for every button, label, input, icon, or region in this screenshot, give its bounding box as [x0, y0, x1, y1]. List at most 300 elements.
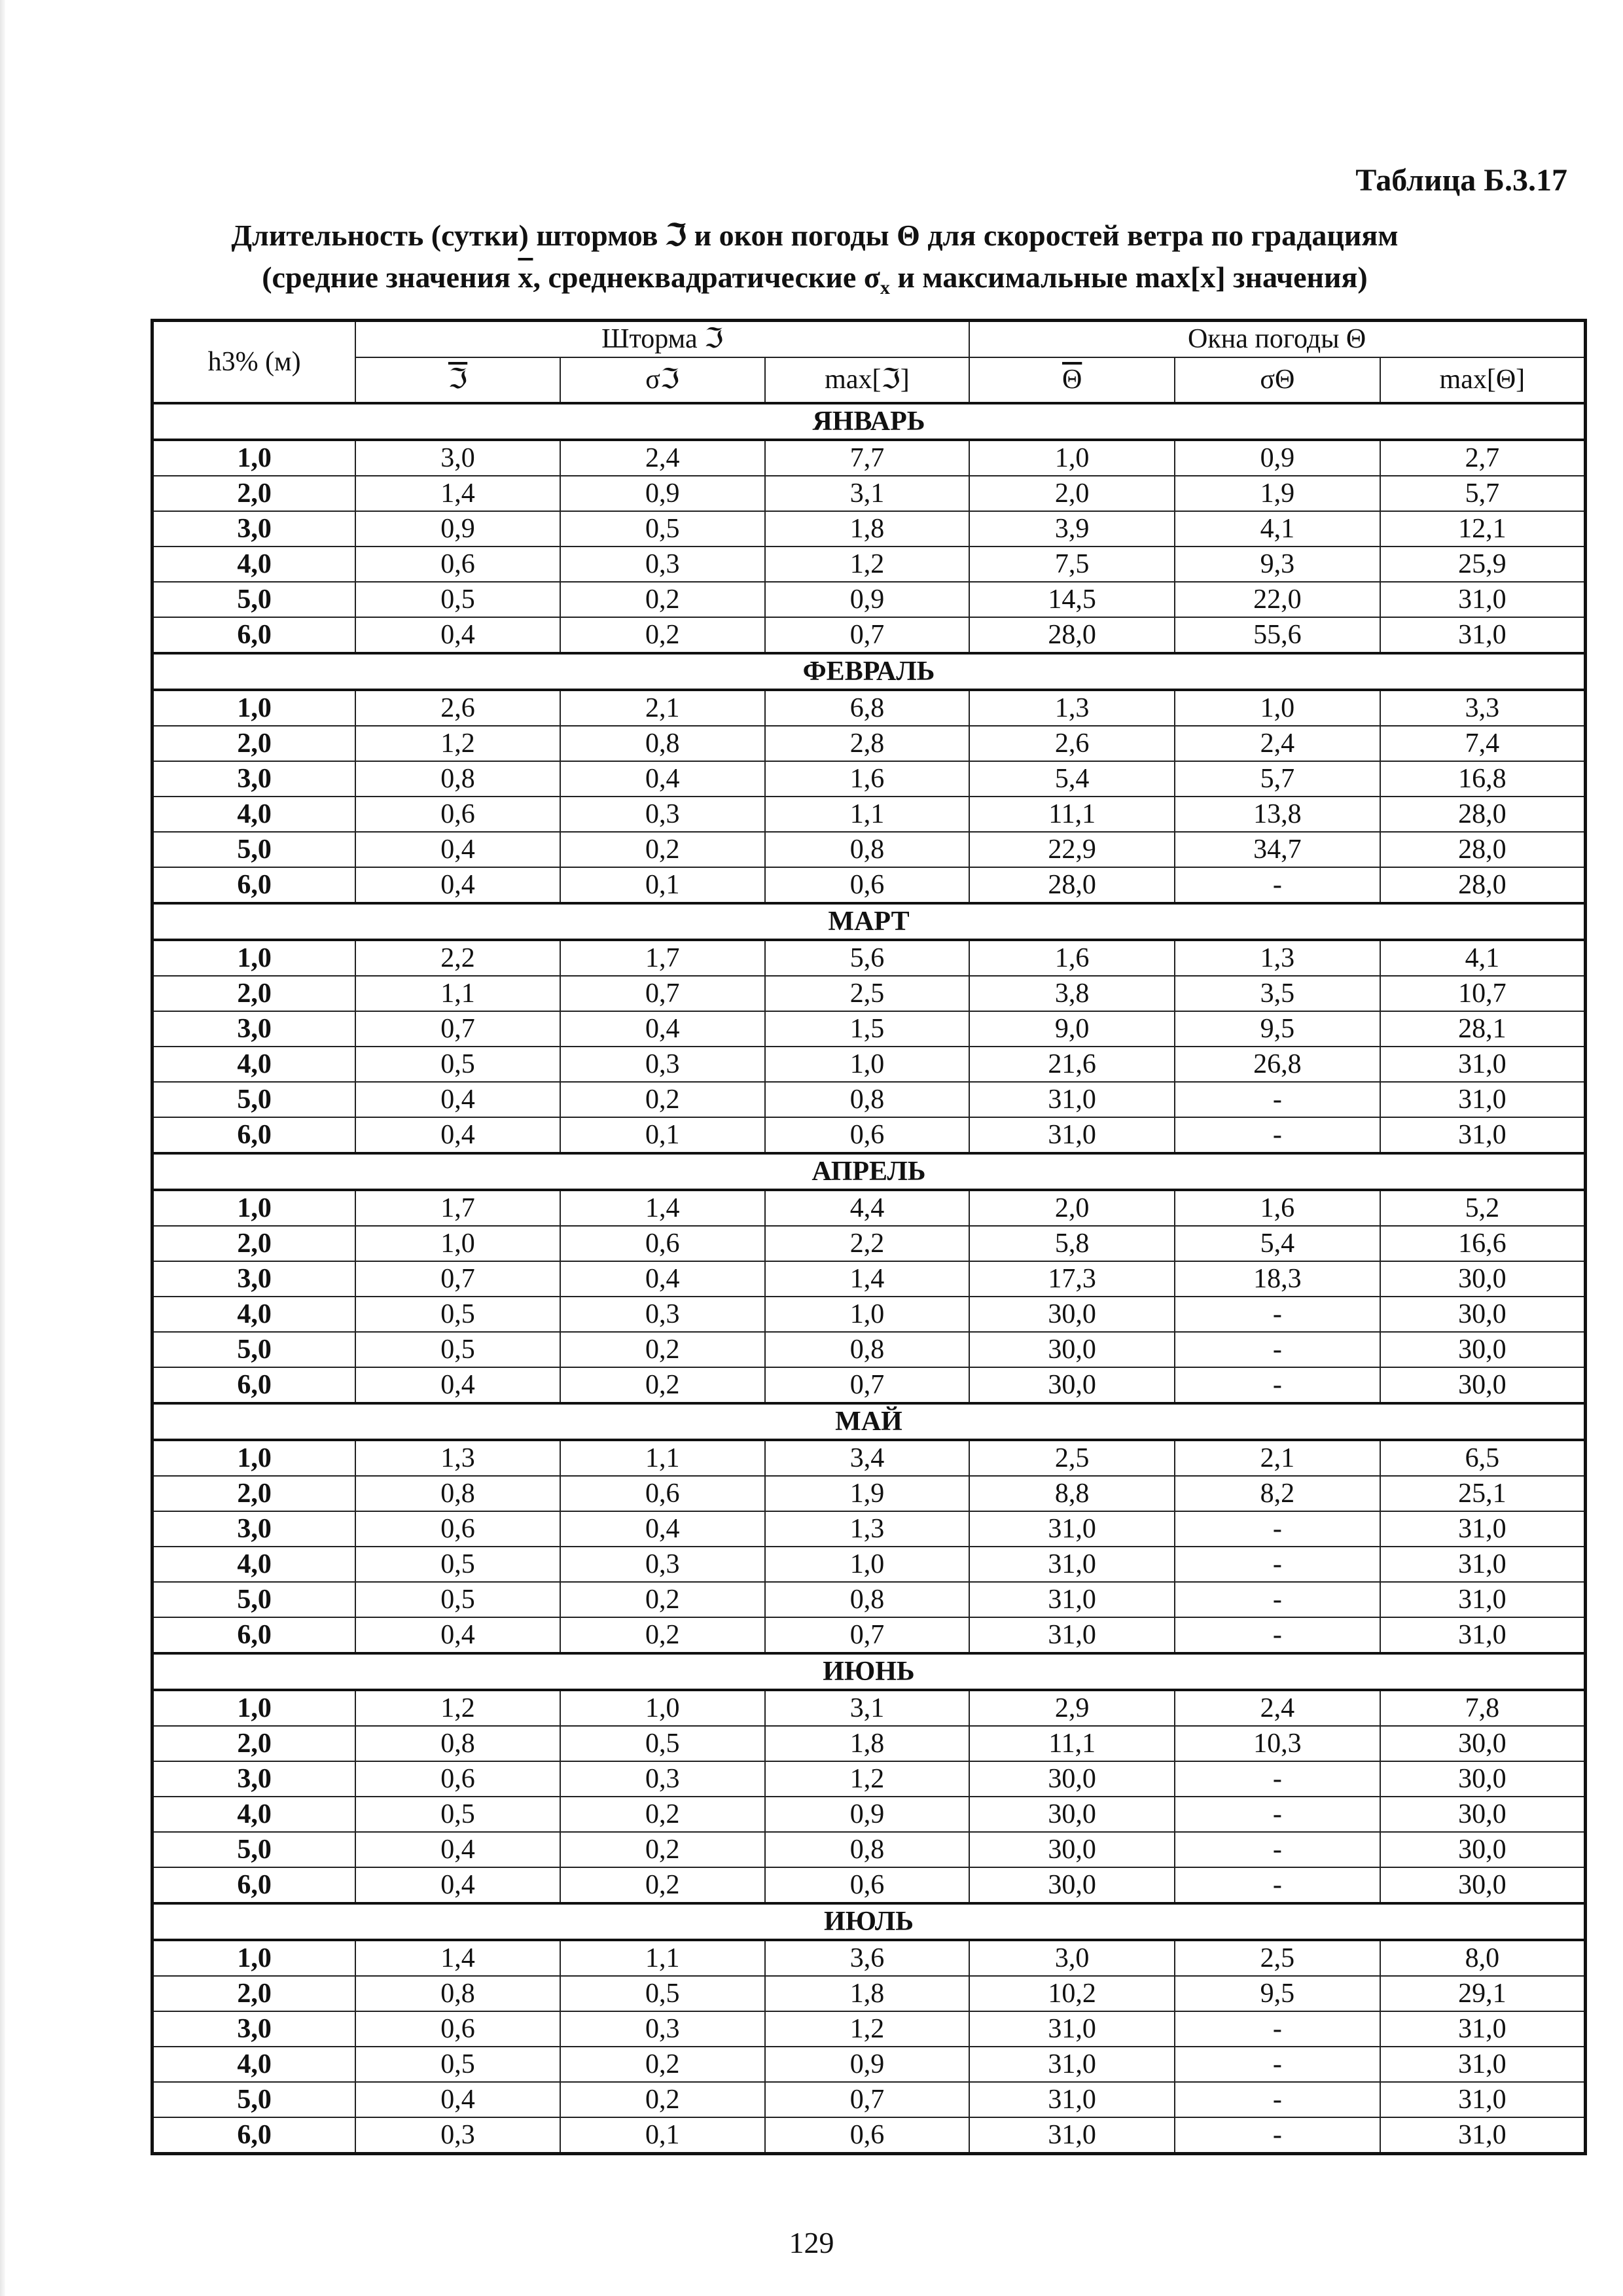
value-cell: - [1175, 2117, 1380, 2154]
value-cell: 3,1 [765, 1690, 970, 1726]
value-cell: 2,4 [1175, 726, 1380, 761]
value-cell: 31,0 [969, 1082, 1175, 1117]
month-header-row [152, 1653, 1586, 1690]
value-cell: 0,1 [560, 867, 765, 903]
value-cell: 31,0 [1380, 2082, 1586, 2117]
table-row [152, 1547, 1586, 1582]
month-header-row [152, 1403, 1586, 1440]
value-cell: 0,8 [765, 1582, 970, 1617]
value-cell: 0,2 [560, 1082, 765, 1117]
table-row [152, 726, 1586, 761]
value-cell: 9,5 [1175, 1011, 1380, 1047]
header-col-window-max: max[Θ] [1380, 357, 1586, 403]
value-cell: 1,0 [765, 1547, 970, 1582]
row-height-cell: 2,0 [152, 1726, 356, 1761]
value-cell: 2,0 [969, 476, 1175, 511]
page-number: 129 [789, 2226, 834, 2259]
value-cell: 2,9 [969, 1690, 1175, 1726]
value-cell: 0,4 [355, 832, 560, 867]
value-cell: 1,4 [765, 1261, 970, 1297]
value-cell: 21,6 [969, 1047, 1175, 1082]
table-caption-line2 [131, 258, 1499, 308]
value-cell: 0,5 [355, 582, 560, 617]
value-cell: 0,6 [355, 1761, 560, 1797]
row-height-cell: 4,0 [152, 547, 356, 582]
value-cell: 0,4 [355, 617, 560, 653]
table-row [152, 1832, 1586, 1867]
value-cell: - [1175, 1297, 1380, 1332]
value-cell: 3,4 [765, 1440, 970, 1476]
month-header-row [152, 1903, 1586, 1940]
value-cell: - [1175, 1367, 1380, 1403]
table-row [152, 1617, 1586, 1653]
value-cell: 30,0 [969, 1832, 1175, 1867]
table-row [152, 690, 1586, 726]
value-cell: 1,2 [355, 726, 560, 761]
value-cell: 1,3 [355, 1440, 560, 1476]
month-header-row [152, 653, 1586, 690]
value-cell: 30,0 [969, 1797, 1175, 1832]
value-cell: 1,0 [1175, 690, 1380, 726]
value-cell: 1,8 [765, 1726, 970, 1761]
value-cell: 0,6 [355, 1511, 560, 1547]
value-cell: 0,7 [560, 976, 765, 1011]
value-cell: 4,1 [1380, 940, 1586, 976]
value-cell: 0,3 [560, 1547, 765, 1582]
month-name: АПРЕЛЬ [152, 1153, 1586, 1190]
value-cell: 1,0 [969, 440, 1175, 476]
value-cell: 2,4 [560, 440, 765, 476]
table-row [152, 1690, 1586, 1726]
value-cell: - [1175, 1797, 1380, 1832]
value-cell: 1,8 [765, 1976, 970, 2011]
value-cell: 0,5 [355, 1582, 560, 1617]
value-cell: - [1175, 2047, 1380, 2082]
value-cell: 0,2 [560, 582, 765, 617]
value-cell: 0,6 [765, 867, 970, 903]
value-cell: 5,7 [1380, 476, 1586, 511]
row-height-cell: 5,0 [152, 2082, 356, 2117]
value-cell: 0,4 [355, 1082, 560, 1117]
value-cell: 28,0 [969, 617, 1175, 653]
value-cell: 30,0 [969, 1367, 1175, 1403]
value-cell: 0,9 [765, 2047, 970, 2082]
row-height-cell: 1,0 [152, 1440, 356, 1476]
value-cell: 0,4 [355, 1832, 560, 1867]
month-header-row [152, 1153, 1586, 1190]
value-cell: 8,2 [1175, 1476, 1380, 1511]
table-row [152, 1226, 1586, 1261]
value-cell: - [1175, 1117, 1380, 1153]
row-height-cell: 4,0 [152, 1797, 356, 1832]
value-cell: 0,3 [560, 547, 765, 582]
value-cell: 0,6 [355, 547, 560, 582]
value-cell: - [1175, 1867, 1380, 1903]
value-cell: 0,3 [560, 1761, 765, 1797]
value-cell: 0,5 [560, 511, 765, 547]
value-cell: 30,0 [1380, 1867, 1586, 1903]
row-height-cell: 5,0 [152, 1082, 356, 1117]
value-cell: 1,7 [560, 940, 765, 976]
header-col-window-sigma: σΘ [1175, 357, 1380, 403]
value-cell: 0,8 [560, 726, 765, 761]
value-cell: 25,9 [1380, 547, 1586, 582]
value-cell: 31,0 [1380, 1082, 1586, 1117]
table-row [152, 832, 1586, 867]
value-cell: 0,4 [355, 1117, 560, 1153]
value-cell: 3,5 [1175, 976, 1380, 1011]
table-row [152, 1511, 1586, 1547]
value-cell: 0,8 [765, 1832, 970, 1867]
month-header-row [152, 903, 1586, 940]
value-cell: 0,5 [355, 1332, 560, 1367]
value-cell: 0,5 [355, 2047, 560, 2082]
value-cell: 1,3 [969, 690, 1175, 726]
value-cell: 2,6 [969, 726, 1175, 761]
value-cell: 0,2 [560, 1617, 765, 1653]
value-cell: 7,5 [969, 547, 1175, 582]
value-cell: 0,9 [1175, 440, 1380, 476]
table-body [152, 403, 1586, 2154]
value-cell: 31,0 [1380, 582, 1586, 617]
table-row [152, 440, 1586, 476]
value-cell: 30,0 [1380, 1832, 1586, 1867]
value-cell: 5,8 [969, 1226, 1175, 1261]
header-row-label: h3% (м) [152, 321, 356, 403]
value-cell: 30,0 [1380, 1261, 1586, 1297]
table-row [152, 1082, 1586, 1117]
scan-edge [0, 0, 5, 2296]
value-cell: 16,8 [1380, 761, 1586, 797]
value-cell: 0,5 [355, 1547, 560, 1582]
value-cell: 28,0 [1380, 797, 1586, 832]
value-cell: 31,0 [969, 1117, 1175, 1153]
value-cell: 0,6 [765, 1867, 970, 1903]
table-row [152, 476, 1586, 511]
value-cell: 0,5 [355, 1797, 560, 1832]
value-cell: 6,5 [1380, 1440, 1586, 1476]
value-cell: 0,7 [765, 2082, 970, 2117]
table-row [152, 1261, 1586, 1297]
row-height-cell: 1,0 [152, 440, 356, 476]
value-cell: 1,2 [765, 1761, 970, 1797]
value-cell: 9,3 [1175, 547, 1380, 582]
table-row [152, 1190, 1586, 1226]
table-row [152, 1867, 1586, 1903]
value-cell: 11,1 [969, 1726, 1175, 1761]
row-height-cell: 3,0 [152, 1011, 356, 1047]
month-name: МАЙ [152, 1403, 1586, 1440]
value-cell: 2,4 [1175, 1690, 1380, 1726]
table-row [152, 1476, 1586, 1511]
value-cell: 7,8 [1380, 1690, 1586, 1726]
value-cell: 0,4 [560, 1261, 765, 1297]
value-cell: 0,7 [355, 1261, 560, 1297]
table-row [152, 1367, 1586, 1403]
value-cell: 1,3 [1175, 940, 1380, 976]
value-cell: 1,0 [560, 1690, 765, 1726]
table-row [152, 761, 1586, 797]
value-cell: 34,7 [1175, 832, 1380, 867]
value-cell: 0,2 [560, 617, 765, 653]
value-cell: 0,5 [355, 1047, 560, 1082]
row-height-cell: 2,0 [152, 976, 356, 1011]
value-cell: 31,0 [1380, 1617, 1586, 1653]
value-cell: 30,0 [969, 1332, 1175, 1367]
value-cell: 30,0 [1380, 1761, 1586, 1797]
value-cell: 31,0 [969, 1547, 1175, 1582]
value-cell: 0,3 [355, 2117, 560, 2154]
value-cell: 12,1 [1380, 511, 1586, 547]
value-cell: 1,2 [355, 1690, 560, 1726]
value-cell: 1,4 [355, 476, 560, 511]
row-height-cell: 3,0 [152, 1261, 356, 1297]
value-cell: 0,8 [765, 1082, 970, 1117]
table-row [152, 940, 1586, 976]
value-cell: 31,0 [969, 1582, 1175, 1617]
value-cell: 10,2 [969, 1976, 1175, 2011]
table-row [152, 1440, 1586, 1476]
row-height-cell: 5,0 [152, 1832, 356, 1867]
value-cell: 55,6 [1175, 617, 1380, 653]
value-cell: 17,3 [969, 1261, 1175, 1297]
value-cell: 1,8 [765, 511, 970, 547]
table-row [152, 547, 1586, 582]
value-cell: 0,4 [355, 2082, 560, 2117]
value-cell: 7,7 [765, 440, 970, 476]
value-cell: 2,7 [1380, 440, 1586, 476]
value-cell: 0,3 [560, 797, 765, 832]
row-height-cell: 1,0 [152, 1940, 356, 1976]
row-height-cell: 2,0 [152, 1476, 356, 1511]
value-cell: 31,0 [1380, 1547, 1586, 1582]
value-cell: - [1175, 1761, 1380, 1797]
value-cell: 1,0 [355, 1226, 560, 1261]
value-cell: 2,8 [765, 726, 970, 761]
value-cell: 10,3 [1175, 1726, 1380, 1761]
value-cell: 14,5 [969, 582, 1175, 617]
value-cell: 1,7 [355, 1190, 560, 1226]
header-storms-group: Шторма ℑ [355, 321, 969, 357]
value-cell: 26,8 [1175, 1047, 1380, 1082]
month-header-row [152, 403, 1586, 440]
row-height-cell: 6,0 [152, 1617, 356, 1653]
row-height-cell: 2,0 [152, 476, 356, 511]
value-cell: 0,4 [355, 1617, 560, 1653]
value-cell: 2,1 [560, 690, 765, 726]
value-cell: 2,2 [355, 940, 560, 976]
value-cell: 28,0 [1380, 832, 1586, 867]
value-cell: 9,0 [969, 1011, 1175, 1047]
value-cell: 0,1 [560, 1117, 765, 1153]
value-cell: 0,4 [355, 1867, 560, 1903]
value-cell: 13,8 [1175, 797, 1380, 832]
value-cell: 0,2 [560, 1332, 765, 1367]
value-cell: 0,2 [560, 2047, 765, 2082]
value-cell: 30,0 [1380, 1332, 1586, 1367]
value-cell: 25,1 [1380, 1476, 1586, 1511]
value-cell: 1,6 [1175, 1190, 1380, 1226]
value-cell: 0,9 [355, 511, 560, 547]
row-height-cell: 5,0 [152, 1332, 356, 1367]
value-cell: 0,8 [355, 1726, 560, 1761]
value-cell: - [1175, 1582, 1380, 1617]
value-cell: 0,5 [560, 1976, 765, 2011]
caption-subscript: x [880, 277, 890, 299]
value-cell: 22,0 [1175, 582, 1380, 617]
row-height-cell: 5,0 [152, 1582, 356, 1617]
value-cell: 1,0 [765, 1297, 970, 1332]
value-cell: 28,1 [1380, 1011, 1586, 1047]
value-cell: 31,0 [969, 1617, 1175, 1653]
value-cell: 0,9 [765, 582, 970, 617]
value-cell: 0,8 [355, 1976, 560, 2011]
value-cell: 3,8 [969, 976, 1175, 1011]
value-cell: 0,5 [560, 1726, 765, 1761]
value-cell: 5,6 [765, 940, 970, 976]
value-cell: 0,4 [560, 761, 765, 797]
value-cell: 3,9 [969, 511, 1175, 547]
value-cell: 28,0 [969, 867, 1175, 903]
row-height-cell: 6,0 [152, 617, 356, 653]
value-cell: 1,1 [560, 1440, 765, 1476]
row-height-cell: 1,0 [152, 940, 356, 976]
value-cell: 10,7 [1380, 976, 1586, 1011]
table-row [152, 582, 1586, 617]
value-cell: 5,7 [1175, 761, 1380, 797]
header-windows-group: Окна погоды Θ [969, 321, 1585, 357]
value-cell: - [1175, 1832, 1380, 1867]
value-cell: 5,4 [1175, 1226, 1380, 1261]
value-cell: 0,8 [355, 1476, 560, 1511]
value-cell: - [1175, 1547, 1380, 1582]
row-height-cell: 6,0 [152, 867, 356, 903]
table-caption-line1: Длительность (сутки) штормов ℑ и окон погоды Θ для скоростей ветра по градациям [231, 219, 1399, 252]
value-cell: 0,6 [560, 1226, 765, 1261]
month-name: ЯНВАРЬ [152, 403, 1586, 440]
table-row [152, 1940, 1586, 1976]
value-cell: 1,4 [355, 1940, 560, 1976]
row-height-cell: 3,0 [152, 761, 356, 797]
row-height-cell: 4,0 [152, 1297, 356, 1332]
header-col-window-mean: $\overline{\Theta}$ [969, 357, 1175, 403]
row-height-cell: 2,0 [152, 1976, 356, 2011]
value-cell: 1,1 [560, 1940, 765, 1976]
table-number: Таблица Б.3.17 [1355, 163, 1567, 198]
value-cell: 30,0 [1380, 1297, 1586, 1332]
row-height-cell: 3,0 [152, 2011, 356, 2047]
value-cell: 1,1 [765, 797, 970, 832]
value-cell: 1,9 [765, 1476, 970, 1511]
month-name: ИЮНЬ [152, 1653, 1586, 1690]
value-cell: 22,9 [969, 832, 1175, 867]
row-height-cell: 3,0 [152, 511, 356, 547]
value-cell: 31,0 [1380, 1117, 1586, 1153]
value-cell: - [1175, 2011, 1380, 2047]
value-cell: 31,0 [969, 2082, 1175, 2117]
value-cell: 3,3 [1380, 690, 1586, 726]
row-height-cell: 4,0 [152, 797, 356, 832]
table-row [152, 1726, 1586, 1761]
value-cell: 0,6 [560, 1476, 765, 1511]
row-height-cell: 2,0 [152, 1226, 356, 1261]
value-cell: 0,7 [765, 617, 970, 653]
value-cell: 0,2 [560, 2082, 765, 2117]
value-cell: 7,4 [1380, 726, 1586, 761]
value-cell: 0,3 [560, 1047, 765, 1082]
value-cell: 1,2 [765, 547, 970, 582]
value-cell: 0,8 [355, 761, 560, 797]
value-cell: 0,2 [560, 1582, 765, 1617]
row-height-cell: 6,0 [152, 1867, 356, 1903]
value-cell: 0,6 [765, 1117, 970, 1153]
table-row [152, 511, 1586, 547]
value-cell: 2,0 [969, 1190, 1175, 1226]
table-row [152, 617, 1586, 653]
value-cell: 30,0 [1380, 1367, 1586, 1403]
row-height-cell: 1,0 [152, 690, 356, 726]
value-cell: 1,0 [765, 1047, 970, 1082]
data-table [151, 319, 1587, 2155]
value-cell: 18,3 [1175, 1261, 1380, 1297]
value-cell: 3,6 [765, 1940, 970, 1976]
value-cell: 3,0 [355, 440, 560, 476]
value-cell: - [1175, 1082, 1380, 1117]
row-height-cell: 4,0 [152, 1047, 356, 1082]
value-cell: 0,2 [560, 1832, 765, 1867]
table-row [152, 797, 1586, 832]
row-height-cell: 4,0 [152, 2047, 356, 2082]
table-row [152, 2011, 1586, 2047]
value-cell: 0,4 [355, 867, 560, 903]
row-height-cell: 3,0 [152, 1511, 356, 1547]
table-row [152, 1297, 1586, 1332]
value-cell: 2,2 [765, 1226, 970, 1261]
value-cell: 4,4 [765, 1190, 970, 1226]
value-cell: 0,4 [560, 1011, 765, 1047]
value-cell: 1,3 [765, 1511, 970, 1547]
table-row [152, 2047, 1586, 2082]
value-cell: 0,7 [355, 1011, 560, 1047]
value-cell: 1,9 [1175, 476, 1380, 511]
value-cell: 1,2 [765, 2011, 970, 2047]
value-cell: 0,4 [560, 1511, 765, 1547]
value-cell: 4,1 [1175, 511, 1380, 547]
value-cell: - [1175, 1511, 1380, 1547]
value-cell: 31,0 [1380, 2011, 1586, 2047]
table-row [152, 1011, 1586, 1047]
value-cell: 0,9 [765, 1797, 970, 1832]
value-cell: 3,1 [765, 476, 970, 511]
value-cell: 11,1 [969, 797, 1175, 832]
caption-part: , среднеквадратические σ [533, 260, 880, 294]
value-cell: 31,0 [969, 2117, 1175, 2154]
value-cell: 5,4 [969, 761, 1175, 797]
table-row [152, 1976, 1586, 2011]
table-row [152, 1332, 1586, 1367]
value-cell: 3,0 [969, 1940, 1175, 1976]
value-cell: 31,0 [1380, 617, 1586, 653]
value-cell: 31,0 [969, 2011, 1175, 2047]
value-cell: 0,5 [355, 1297, 560, 1332]
table-row [152, 1582, 1586, 1617]
value-cell: 0,6 [355, 797, 560, 832]
value-cell: 0,2 [560, 1367, 765, 1403]
value-cell: 2,5 [969, 1440, 1175, 1476]
value-cell: 0,7 [765, 1367, 970, 1403]
value-cell: 1,6 [765, 761, 970, 797]
value-cell: 30,0 [969, 1297, 1175, 1332]
